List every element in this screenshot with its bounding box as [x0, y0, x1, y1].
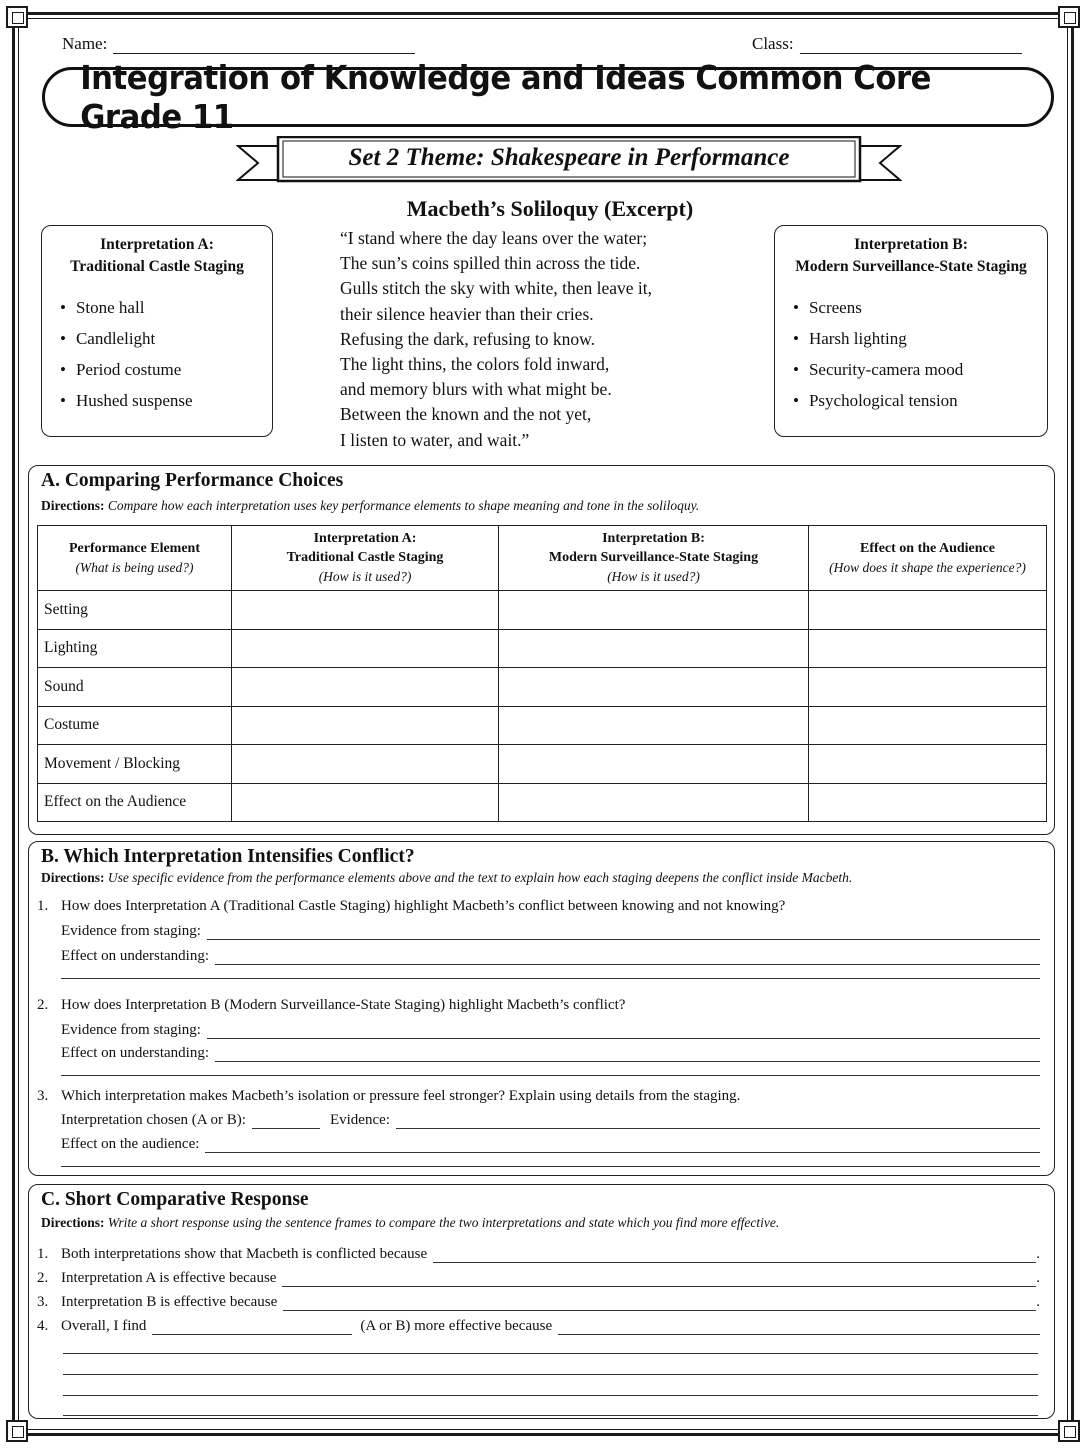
corner-ornament [6, 1420, 28, 1442]
answer-cell[interactable] [499, 668, 809, 707]
answer-cell[interactable] [809, 783, 1047, 822]
q2-effect-field[interactable]: Effect on understanding: [61, 1040, 1040, 1062]
q1-evidence-field[interactable]: Evidence from staging: [61, 918, 1040, 940]
section-c [28, 1184, 1055, 1419]
poem-line: Refusing the dark, refusing to know. [340, 328, 595, 349]
answer-cell[interactable] [809, 668, 1047, 707]
sentence-frame-2[interactable]: 2. Interpretation A is effective because . [37, 1270, 1040, 1286]
section-b [28, 841, 1055, 1176]
question-1: 1. How does Interpretation A (Traditional Castle Staging) highlight Macbeth’s conflict between knowing and not knowing? [37, 898, 786, 914]
answer-cell[interactable] [232, 706, 499, 745]
interp-a-list [42, 292, 272, 416]
sentence-frame-4[interactable]: 4. Overall, I find (A or B) more effective because [37, 1313, 1040, 1335]
section-c-title: C. Short Comparative Response [41, 1189, 309, 1210]
answer-cell[interactable] [499, 591, 809, 630]
q3-effect-field[interactable]: Effect on the audience: [61, 1131, 1040, 1153]
answer-line[interactable] [61, 1166, 1040, 1167]
question-2: 2. How does Interpretation B (Modern Surveillance-State Staging) highlight Macbeth’s conflict? [37, 997, 626, 1013]
comparison-table [37, 525, 1047, 822]
answer-line[interactable] [63, 1415, 1038, 1416]
poem-line: “I stand where the day leans over the water; [340, 228, 648, 248]
column-header: Interpretation A: Traditional Castle Staging (How is it used?) [232, 526, 499, 591]
table-row [38, 745, 1047, 784]
list-item: • Candlelight [60, 323, 272, 354]
interpretation-a-box [41, 225, 273, 437]
answer-cell[interactable] [809, 629, 1047, 668]
answer-cell[interactable] [232, 783, 499, 822]
poem-title: Macbeth’s Soliloquy (Excerpt) [406, 196, 694, 221]
corner-ornament [1058, 1420, 1080, 1442]
answer-cell[interactable] [232, 629, 499, 668]
sentence-frame-1[interactable]: 1. Both interpretations show that Macbeth is conflicted because . [37, 1246, 1040, 1262]
list-item: • Stone hall [60, 292, 272, 323]
worksheet-title [42, 58, 1054, 136]
section-a-directions [41, 498, 699, 514]
q1-effect-field[interactable]: Effect on understanding: [61, 943, 1040, 965]
banner-title: Set 2 Theme: Shakespeare in Performance [348, 144, 790, 171]
list-item: • Screens [793, 292, 1047, 323]
directions-label: Directions: [41, 870, 105, 885]
interp-a-subheading: Traditional Castle Staging [70, 258, 244, 275]
q3-choice-field[interactable]: Interpretation chosen (A or B): Evidence: [61, 1107, 1040, 1129]
answer-cell[interactable] [499, 783, 809, 822]
section-c-directions [41, 1215, 779, 1231]
column-header: Performance Element (What is being used?) [38, 526, 232, 591]
row-label: Setting [38, 591, 232, 630]
answer-cell[interactable] [809, 745, 1047, 784]
answer-line[interactable] [63, 1374, 1038, 1375]
answer-cell[interactable] [809, 706, 1047, 745]
row-label: Movement / Blocking [38, 745, 232, 784]
section-b-title: B. Which Interpretation Intensifies Conflict? [41, 846, 415, 867]
class-label: Class: [752, 34, 794, 53]
directions-text: Use specific evidence from the performance elements above and the text to explain how each staging deepens the conflict inside Macbeth. [107, 870, 853, 885]
class-blank[interactable] [800, 38, 1022, 54]
interp-b-subheading: Modern Surveillance-State Staging [795, 258, 1027, 275]
answer-cell[interactable] [809, 591, 1047, 630]
table-row [38, 591, 1047, 630]
title-text: Integration of Knowledge and Ideas Common Core Grade 11 [80, 58, 931, 136]
row-label: Lighting [38, 629, 232, 668]
section-a [28, 465, 1055, 835]
poem-line: The sun’s coins spilled thin across the tide. [340, 253, 641, 274]
answer-line[interactable] [63, 1395, 1038, 1396]
poem-line: and memory blurs with what might be. [340, 379, 612, 400]
directions-label: Directions: [41, 498, 105, 513]
column-header: Interpretation B: Modern Surveillance-State Staging (How is it used?) [499, 526, 809, 591]
answer-cell[interactable] [499, 629, 809, 668]
list-item: • Period costume [60, 354, 272, 385]
table-row [38, 629, 1047, 668]
corner-ornament [6, 6, 28, 28]
answer-cell[interactable] [499, 745, 809, 784]
q2-evidence-field[interactable]: Evidence from staging: [61, 1017, 1040, 1039]
poem-text [340, 226, 652, 453]
list-item: • Harsh lighting [793, 323, 1047, 354]
answer-cell[interactable] [232, 591, 499, 630]
poem-line: Gulls stitch the sky with white, then leave it, [340, 278, 653, 299]
answer-line[interactable] [63, 1353, 1038, 1354]
row-label: Sound [38, 668, 232, 707]
answer-cell[interactable] [232, 745, 499, 784]
directions-text: Write a short response using the sentence frames to compare the two interpretations and state which you find more effective. [107, 1215, 780, 1230]
directions-text: Compare how each interpretation uses key performance elements to shape meaning and tone in the soliloquy. [107, 498, 700, 513]
list-item: • Hushed suspense [60, 385, 272, 416]
answer-cell[interactable] [232, 668, 499, 707]
answer-line[interactable] [61, 978, 1040, 979]
section-b-directions [41, 870, 852, 886]
poem-line: I listen to water, and wait.” [340, 429, 530, 450]
interp-a-heading: Interpretation A: [100, 236, 214, 253]
name-label: Name: [62, 34, 108, 53]
name-blank[interactable] [113, 38, 415, 54]
question-3: 3. Which interpretation makes Macbeth’s isolation or pressure feel stronger? Explain using details from the staging. [37, 1088, 741, 1104]
interp-b-list [775, 292, 1047, 416]
interp-b-heading: Interpretation B: [854, 236, 968, 253]
row-label: Costume [38, 706, 232, 745]
answer-line[interactable] [61, 1075, 1040, 1076]
corner-ornament [1058, 6, 1080, 28]
table-row [38, 783, 1047, 822]
poem-line: The light thins, the colors fold inward, [340, 354, 610, 375]
list-item: • Security-camera mood [793, 354, 1047, 385]
section-a-title: A. Comparing Performance Choices [41, 470, 344, 491]
answer-cell[interactable] [499, 706, 809, 745]
poem-line: their silence heavier than their cries. [340, 303, 594, 324]
poem-line: Between the known and the not yet, [340, 404, 592, 425]
row-label: Effect on the Audience [38, 783, 232, 822]
theme-banner [236, 136, 902, 186]
column-header: Effect on the Audience (How does it shape the experience?) [809, 526, 1047, 591]
name-field[interactable] [62, 34, 415, 54]
directions-label: Directions: [41, 1215, 105, 1230]
interpretation-b-box [774, 225, 1048, 437]
table-row [38, 706, 1047, 745]
list-item: • Psychological tension [793, 385, 1047, 416]
class-field[interactable] [752, 34, 1022, 54]
table-row [38, 668, 1047, 707]
table-header-row [38, 526, 1047, 591]
sentence-frame-3[interactable]: 3. Interpretation B is effective because . [37, 1294, 1040, 1310]
